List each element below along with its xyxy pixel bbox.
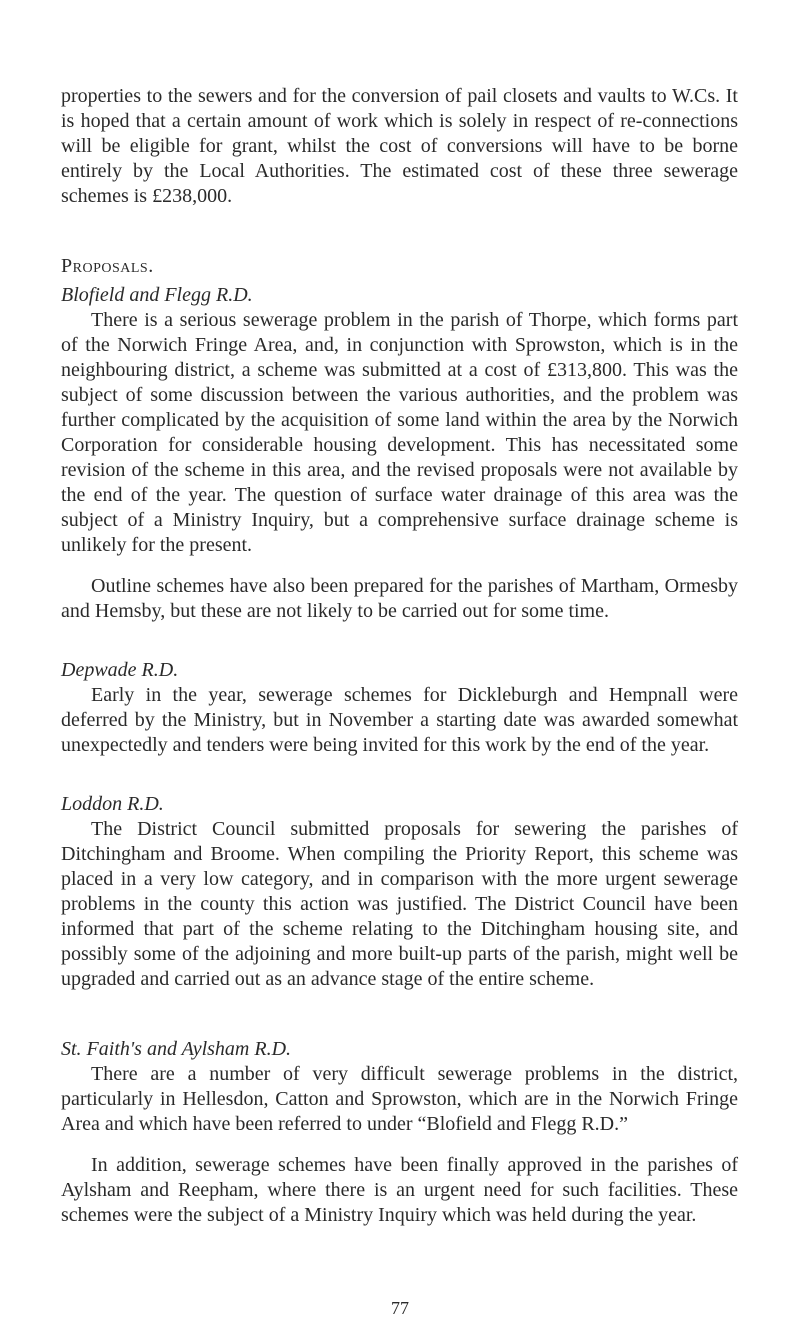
subheading-blofield-flegg: Blofield and Flegg R.D. (61, 284, 253, 306)
paragraph-depwade-1: Early in the year, sewerage schemes for Dickleburgh and Hempnall were deferred by the Ministry, but in November a starting date was awarded somewhat unexpectedly and tenders were being invited for this work by the end of the year. (61, 684, 738, 756)
subheading-depwade: Depwade R.D. (61, 659, 179, 681)
intro-paragraph: properties to the sewers and for the conversion of pail closets and vaults to W.Cs. It is hoped that a certain amount of work which is solely in respect of re-connections will be eligible for grant, whilst the cost of conversions will have to be borne entirely by the Local Authorities. The estimated cost of these three sewerage schemes is £238,000. (61, 85, 738, 207)
paragraph-st-faiths-1: There are a number of very difficult sewerage problems in the district, particularly in Hellesdon, Catton and Sprowston, which are in the Norwich Fringe Area and which have been referred to under “Blofield and Flegg R.D.” (61, 1063, 738, 1135)
page-number: 77 (391, 1298, 409, 1318)
paragraph-blofield-1: There is a serious sewerage problem in the parish of Thorpe, which forms part of the Norwich Fringe Area, and, in conjunction with Sprowston, which is in the neighbouring district, a scheme was submitted at a cost of £313,800. This was the subject of some discussion between the various authorities, and the problem was further complicated by the acquisition of some land within the area by the Norwich Corporation for considerable housing development. This has necessitated some revision of the scheme in this area, and the revised proposals were not available by the end of the year. The question of surface water drainage of this area was the subject of a Ministry Inquiry, but a comprehensive surface drainage scheme is unlikely for the present. (61, 309, 738, 556)
section-heading-proposals: Proposals. (61, 255, 154, 277)
page-body (61, 84, 738, 1228)
subheading-loddon: Loddon R.D. (61, 793, 164, 815)
subheading-st-faiths-aylsham: St. Faith's and Aylsham R.D. (61, 1038, 292, 1060)
paragraph-blofield-2: Outline schemes have also been prepared for the parishes of Martham, Ormesby and Hemsby, but these are not likely to be carried out for some time. (61, 575, 738, 622)
paragraph-st-faiths-2: In addition, sewerage schemes have been finally approved in the parishes of Aylsham and Reepham, where there is an urgent need for such facilities. These schemes were the subject of a Ministry Inquiry which was held during the year. (61, 1154, 738, 1226)
paragraph-loddon-1: The District Council submitted proposals for sewering the parishes of Ditchingham and Broome. When compiling the Priority Report, this scheme was placed in a very low category, and in comparison with the more urgent sewerage problems in the county this action was justified. The District Council have been informed that part of the scheme relating to the Ditchingham housing site, and possibly some of the adjoining and more built-up parts of the parish, might well be upgraded and carried out as an advance stage of the entire scheme. (61, 818, 738, 990)
